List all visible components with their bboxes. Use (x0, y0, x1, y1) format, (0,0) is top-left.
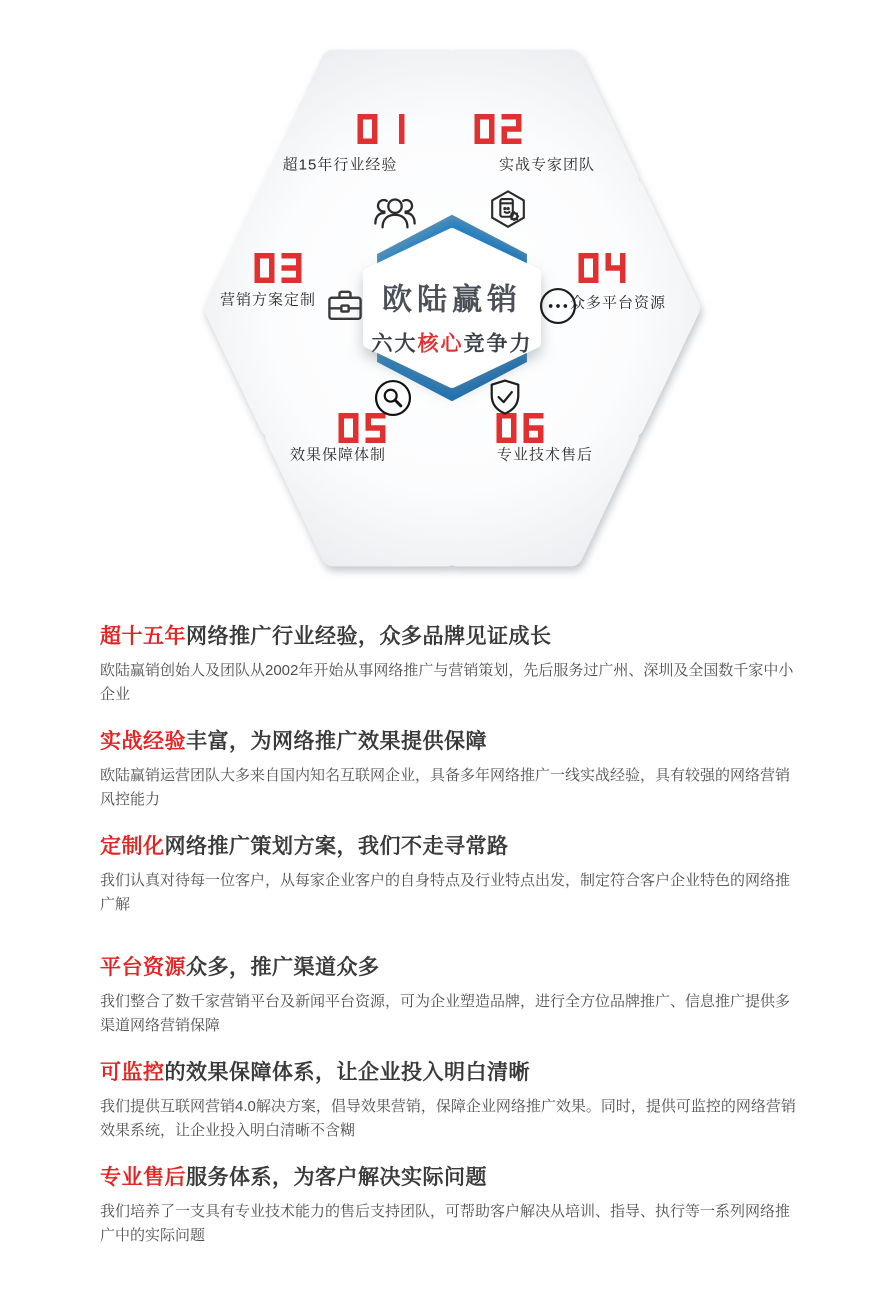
search-icon (371, 376, 415, 420)
section-body: 欧陆赢销运营团队大多来自国内知名互联网企业，具备多年网络推广一线实战经验，具有较强的网络营销风控能力 (100, 767, 791, 808)
expert-doc-gear-icon (485, 188, 531, 234)
section-body: 我们整合了数千家营销平台及新闻平台资源，可为企业塑造品牌，进行全方位品牌推广、信息推广提供多渠道网络营销保障 (100, 993, 791, 1034)
petal-number-04 (579, 253, 626, 283)
heading-rest: 众多，推广渠道众多 (186, 956, 380, 979)
section-practical (100, 727, 800, 812)
heading-highlight: 实战经验 (100, 730, 186, 753)
hero-diagram (0, 0, 888, 600)
section-heading (100, 953, 800, 983)
petal-number-01 (358, 114, 405, 144)
section-body: 我们培养了一支具有专业技术能力的售后支持团队，可帮助客户解决从培训、指导、执行等一系列网络推广中的实际问题 (100, 1203, 791, 1244)
brand-subtitle (372, 328, 533, 358)
petal-number-03 (255, 253, 302, 283)
petal-label-06: 专业技术售后 (496, 446, 594, 464)
heading-rest: 网络推广行业经验，众多品牌见证成长 (186, 625, 552, 648)
ellipsis-icon (536, 284, 580, 328)
section-heading (100, 1058, 800, 1088)
section-body: 我们认真对待每一位客户，从每家企业客户的自身特点及行业特点出发，制定符合客户企业特色的网络推广解 (100, 872, 791, 913)
heading-rest: 丰富，为网络推广效果提供保障 (186, 730, 487, 753)
shield-check-icon (483, 376, 527, 420)
section-heading (100, 727, 800, 757)
users-icon (372, 188, 418, 234)
petal-label-04: 众多平台资源 (569, 294, 667, 312)
heading-highlight: 超十五年 (100, 625, 186, 648)
brand-title: 欧陆赢销 (382, 283, 522, 317)
section-experience (100, 622, 800, 707)
heading-highlight: 定制化 (100, 835, 165, 858)
heading-highlight: 专业售后 (100, 1166, 186, 1189)
heading-rest: 的效果保障体系，让企业投入明白清晰 (164, 1061, 530, 1084)
subtitle-pre: 六大 (371, 332, 418, 356)
section-body: 我们提供互联网营销4.0解决方案，倡导效果营销，保障企业网络推广效果。同时，提供可监控的网络营销效果系统，让企业投入明白清晰不含糊 (100, 1098, 796, 1139)
section-aftersales (100, 1163, 800, 1248)
section-heading (100, 1163, 800, 1193)
section-platform (100, 953, 800, 1038)
section-heading (100, 832, 800, 862)
section-body: 欧陆赢销创始人及团队从2002年开始从事网络推广与营销策划，先后服务过广州、深圳及全国数千家中小企业 (100, 662, 794, 703)
briefcase-icon (323, 284, 367, 328)
petal-label-01: 超15年行业经验 (282, 156, 398, 174)
section-monitorable (100, 1058, 800, 1143)
petal-label-03: 营销方案定制 (219, 291, 317, 309)
heading-highlight: 平台资源 (100, 956, 186, 979)
section-heading (100, 622, 800, 652)
heading-highlight: 可监控 (100, 1061, 165, 1084)
feature-sections (100, 600, 800, 1298)
petal-number-02 (475, 114, 522, 144)
heading-rest: 网络推广策划方案，我们不走寻常路 (164, 835, 509, 858)
petal-label-02: 实战专家团队 (498, 156, 596, 174)
petal-label-05: 效果保障体制 (289, 446, 387, 464)
section-customized (100, 832, 800, 917)
subtitle-highlight: 核心 (417, 332, 464, 356)
center-label (372, 275, 533, 358)
subtitle-post: 竞争力 (463, 332, 533, 356)
heading-rest: 服务体系，为客户解决实际问题 (186, 1166, 487, 1189)
